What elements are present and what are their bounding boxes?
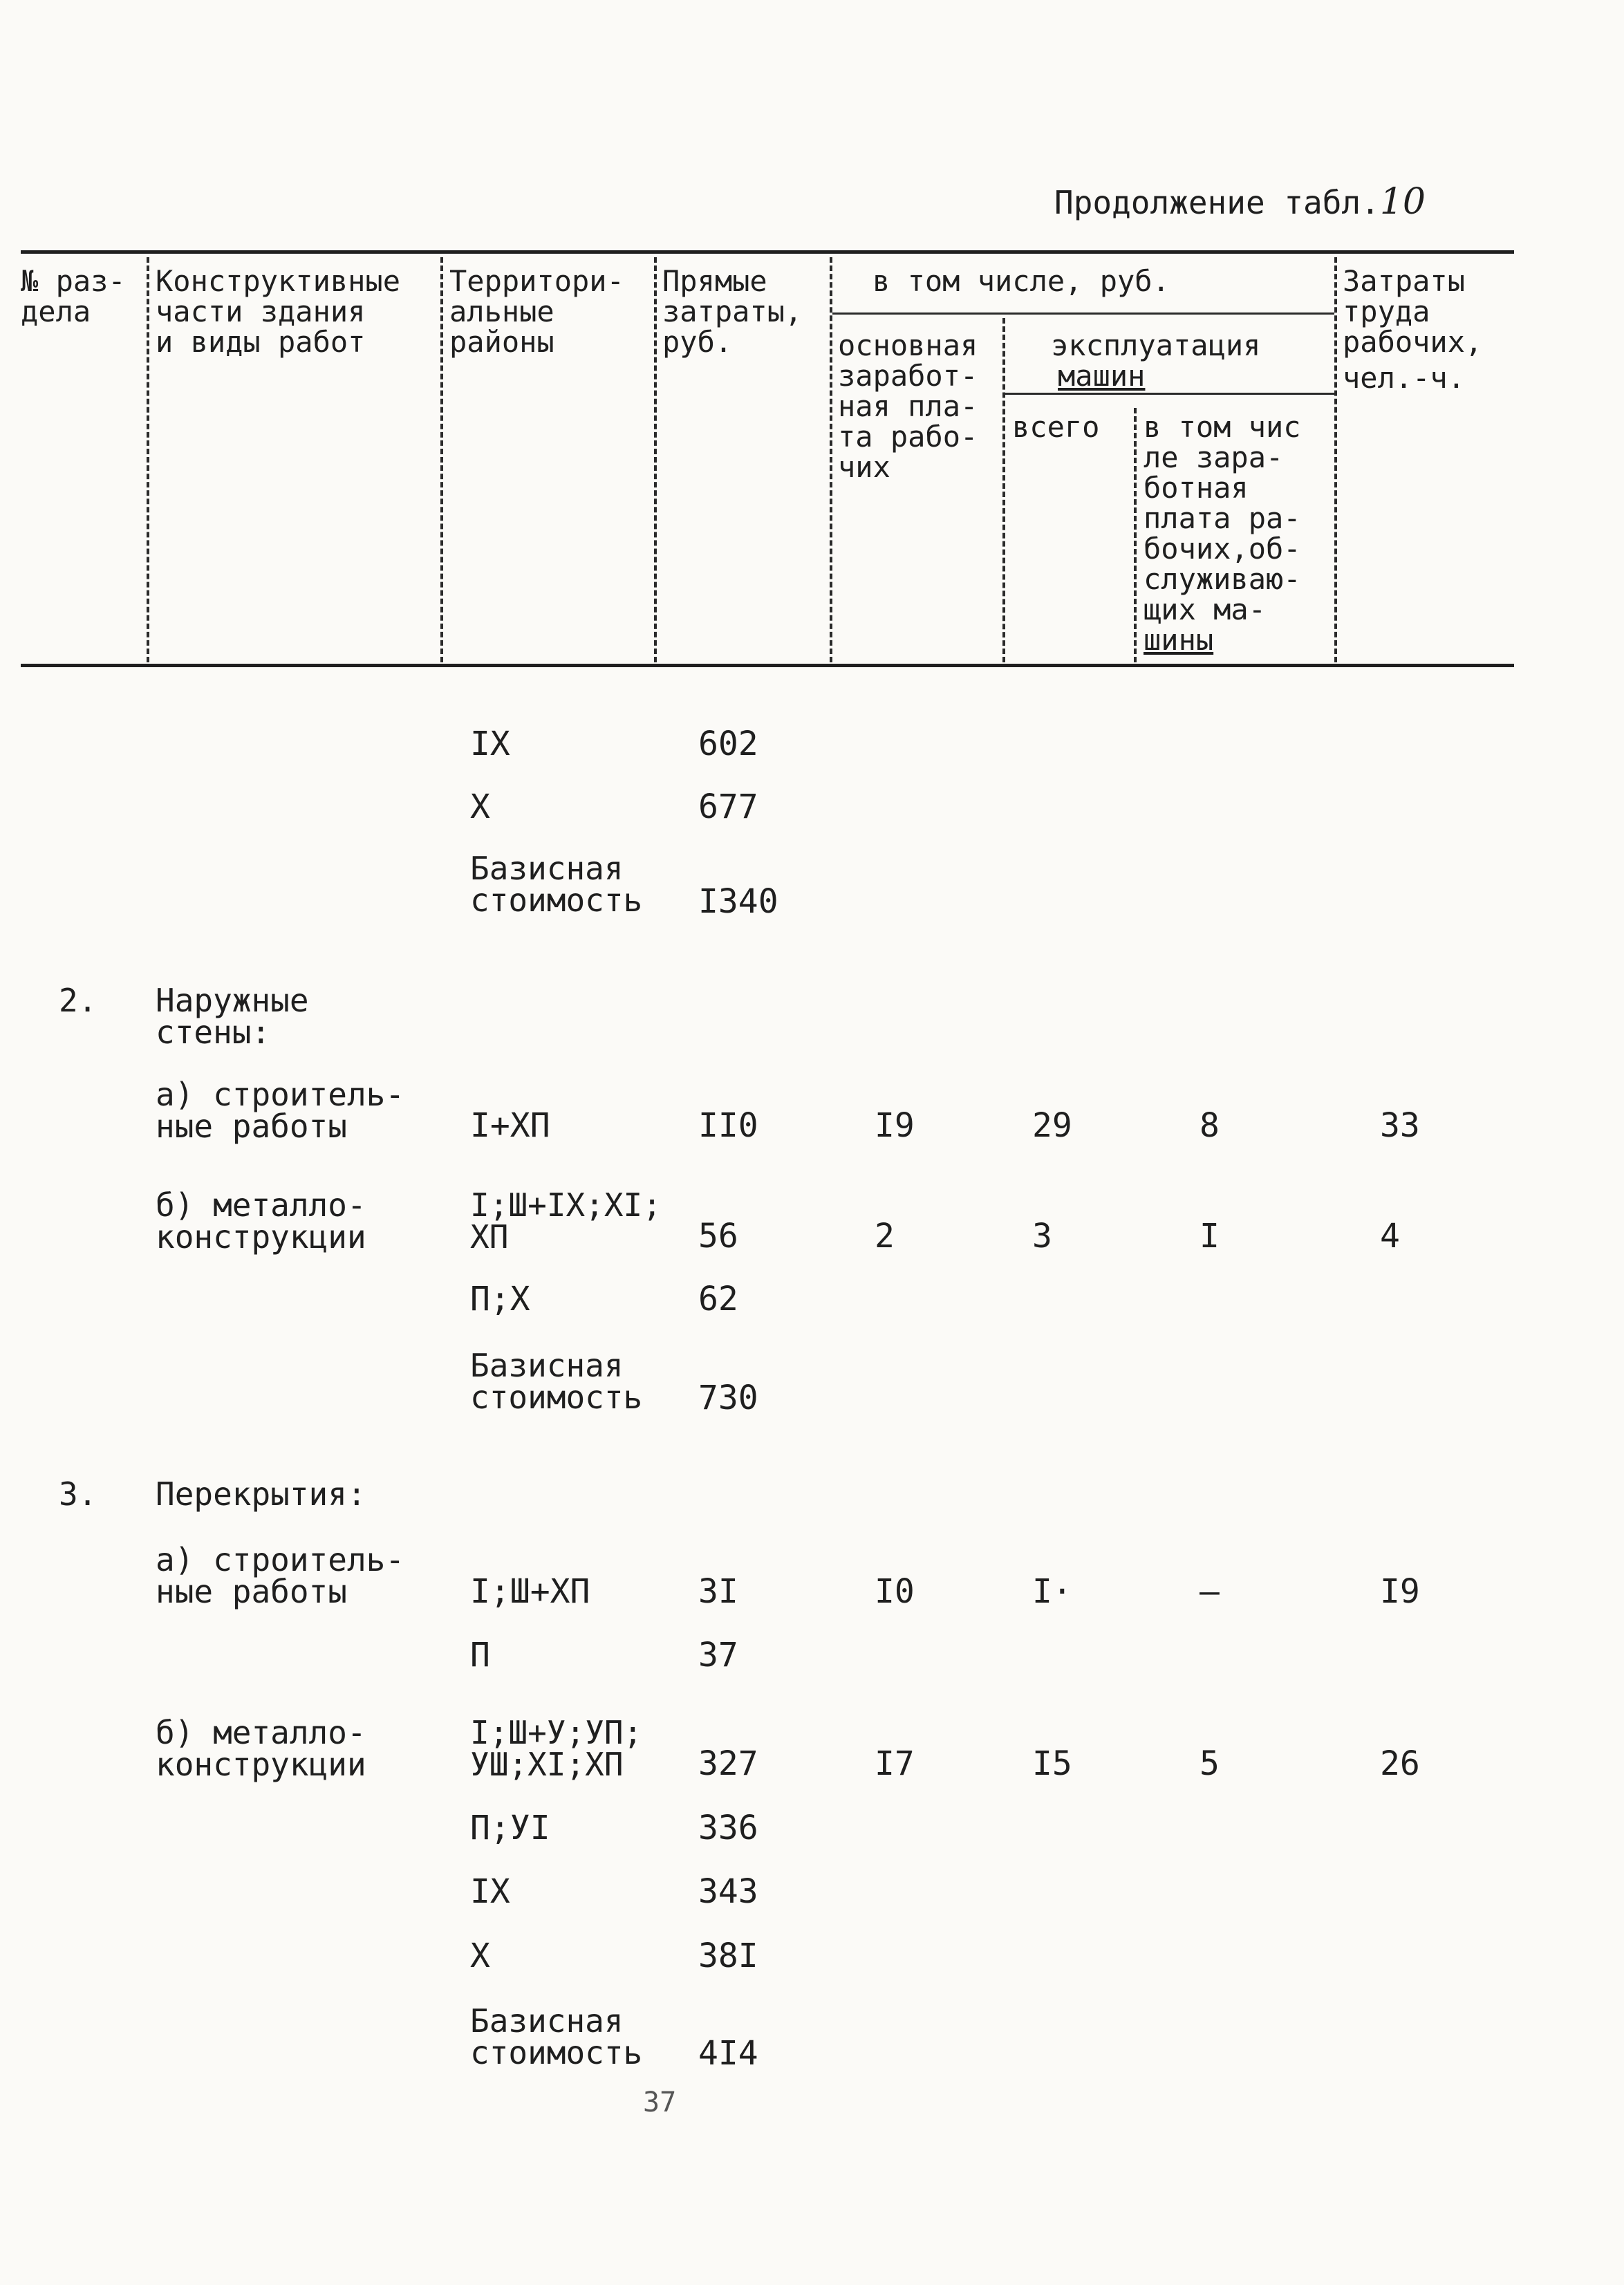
col-divider-4 — [830, 257, 832, 662]
table-top-rule — [21, 250, 1514, 254]
machines-total-cell: I5 — [1032, 1744, 1072, 1783]
region-cell: I;Ш+У;УП; УШ;XI;XП — [470, 1714, 643, 1783]
direct-cost-cell: 62 — [698, 1280, 738, 1318]
direct-cost-cell: I340 — [698, 882, 778, 921]
header-section-no: № раз- дела — [21, 264, 126, 328]
direct-cost-cell: 4I4 — [698, 2034, 758, 2073]
region-cell: X — [470, 787, 490, 826]
region-cell: X — [470, 1937, 490, 1975]
direct-cost-cell: 327 — [698, 1744, 758, 1783]
header-bottom-rule — [21, 664, 1514, 667]
direct-cost-cell: II0 — [698, 1106, 758, 1145]
header-machines: эксплуатация машин — [1051, 328, 1261, 393]
header-machines-salary: в том чис ле зара- ботная плата ра- бочих,об- служиваю- щих ма- шины — [1144, 410, 1301, 657]
col-divider-1 — [147, 257, 149, 662]
header-labor: Затраты труда рабочих, чел.-ч. — [1343, 264, 1483, 395]
work-type-cell: а) строитель- ные работы — [156, 1076, 405, 1145]
salary-cell: 2 — [875, 1217, 895, 1256]
direct-cost-cell: 56 — [698, 1217, 738, 1256]
header-regions: Территори- альные районы — [449, 264, 624, 359]
region-cell-base: Базисная стоимость — [470, 1347, 643, 1416]
region-cell-base: Базисная стоимость — [470, 850, 643, 919]
labor-cell: 33 — [1380, 1106, 1420, 1145]
machines-underline — [1005, 393, 1334, 395]
header-group: в том числе, руб. — [872, 264, 1170, 298]
header-direct-costs: Прямые затраты, руб. — [662, 264, 803, 359]
section-number: 3. — [59, 1475, 97, 1513]
region-cell: П;X — [470, 1280, 530, 1318]
col-divider-3 — [654, 257, 657, 662]
direct-cost-cell: 343 — [698, 1872, 758, 1911]
region-cell: IX — [470, 725, 510, 763]
group-underline — [832, 313, 1334, 315]
labor-cell: I9 — [1380, 1572, 1420, 1611]
header-parts: Конструктивные части здания и виды работ — [156, 264, 401, 359]
machines-salary-cell: 5 — [1200, 1744, 1220, 1783]
section-title: Наружные стены: — [156, 982, 309, 1051]
machines-salary-cell: – — [1200, 1572, 1220, 1611]
region-cell: I+XП — [470, 1106, 550, 1145]
salary-cell: I9 — [875, 1106, 915, 1145]
page-number: 37 — [643, 2087, 677, 2118]
col-divider-5 — [1002, 318, 1005, 662]
direct-cost-cell: 37 — [698, 1636, 738, 1675]
machines-total-cell: I· — [1032, 1572, 1072, 1611]
col-divider-6 — [1134, 408, 1137, 662]
salary-cell: I7 — [875, 1744, 915, 1783]
header-machines-total: всего — [1012, 410, 1100, 444]
continuation-label — [1054, 181, 1426, 223]
region-cell-base: Базисная стоимость — [470, 2002, 643, 2071]
direct-cost-cell: 602 — [698, 725, 758, 763]
machines-total-cell: 29 — [1032, 1106, 1072, 1145]
machines-total-cell: 3 — [1032, 1217, 1052, 1256]
labor-cell: 4 — [1380, 1217, 1400, 1256]
table-number: 10 — [1379, 181, 1426, 223]
header-salary: основная заработ- ная пла- та рабо- чих — [838, 328, 978, 484]
direct-cost-cell: 730 — [698, 1379, 758, 1417]
region-cell: I;Ш+IX;XI; XП — [470, 1186, 662, 1256]
region-cell: I;Ш+XП — [470, 1572, 590, 1611]
region-cell: П — [470, 1636, 490, 1675]
section-number: 2. — [59, 982, 97, 1019]
direct-cost-cell: 38I — [698, 1937, 758, 1975]
continuation-text: Продолжение табл. — [1054, 184, 1380, 221]
salary-cell: I0 — [875, 1572, 915, 1611]
machines-salary-cell: 8 — [1200, 1106, 1220, 1145]
work-type-cell: а) строитель- ные работы — [156, 1541, 405, 1610]
col-divider-2 — [440, 257, 443, 662]
section-title: Перекрытия: — [156, 1475, 366, 1513]
work-type-cell: б) металло- конструкции — [156, 1186, 366, 1256]
region-cell: П;УI — [470, 1809, 550, 1847]
machines-salary-cell: I — [1200, 1217, 1220, 1256]
direct-cost-cell: 3I — [698, 1572, 738, 1611]
region-cell: IX — [470, 1872, 510, 1911]
col-divider-7 — [1334, 257, 1337, 662]
labor-cell: 26 — [1380, 1744, 1420, 1783]
direct-cost-cell: 677 — [698, 787, 758, 826]
direct-cost-cell: 336 — [698, 1809, 758, 1847]
work-type-cell: б) металло- конструкции — [156, 1714, 366, 1783]
